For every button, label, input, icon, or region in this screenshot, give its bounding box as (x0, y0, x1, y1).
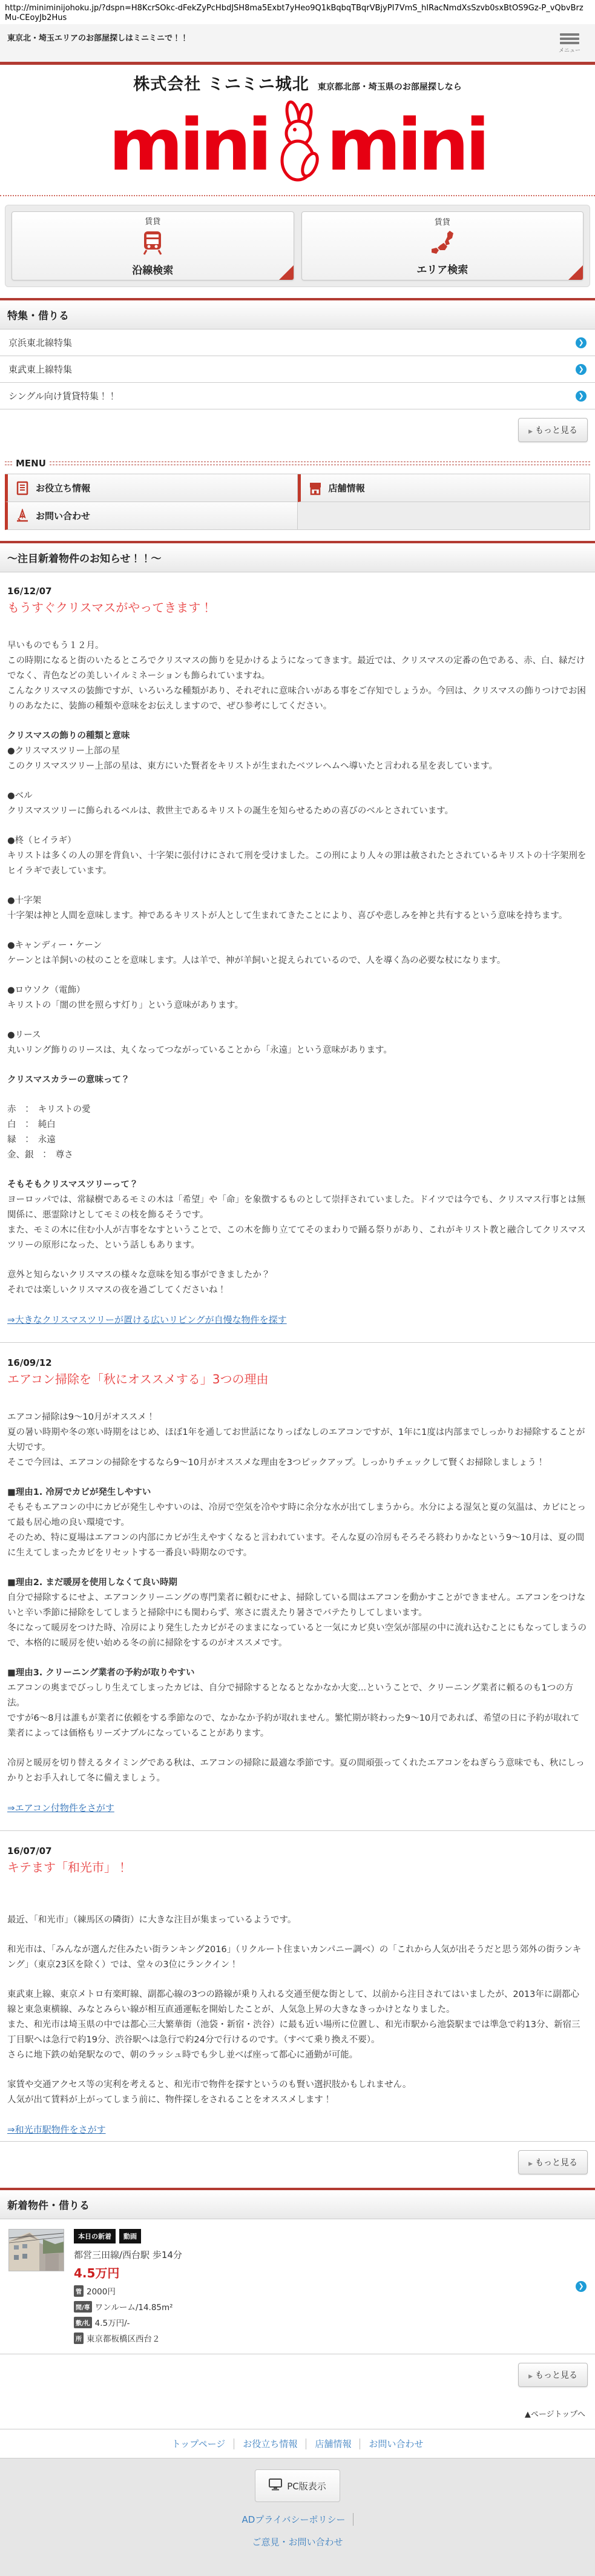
feature-label: 京浜東北線特集 (8, 337, 73, 348)
notice-post (7, 1846, 588, 2137)
feedback-contact-link[interactable]: ご意見・お問い合わせ (252, 2537, 343, 2548)
post-paragraph: 緑 ： 永遠 (7, 1135, 56, 1145)
privacy-policy-link[interactable]: ADプライバシーポリシー (242, 2513, 353, 2526)
monitor-icon (269, 2478, 282, 2493)
post-paragraph: そのため、特に夏場はエアコンの内部にカビが生えやすくなると言われています。そんな夏の冷房もそろそろ終わりかなという9～10月は、夏の間に生えてしまったカビをリセットする一番良い時期なのです。 (7, 1533, 585, 1558)
features-section-title: 特集・借りる (0, 300, 595, 329)
post-subheading: ■理由3. クリーニング業者の予約が取りやすい (7, 1668, 195, 1678)
post-paragraph: さらに地下鉄の始発駅なので、朝のラッシュ時でも少し並べば座って都心に通勤が可能。 (7, 2050, 358, 2060)
detail-label-badge: 間/専 (74, 2301, 92, 2313)
feature-list-item[interactable] (0, 383, 595, 409)
detail-value: 4.5万円/- (94, 2319, 130, 2328)
rabbit-mascot-icon (270, 98, 326, 191)
menu-item-label: お問い合わせ (36, 511, 91, 521)
company-tagline: 東京都北部・埼玉県のお部屋探しなら (317, 82, 462, 92)
post-paragraph: 家賃や交通アクセス等の実利を考えると、和光市で物件を探すというのも賢い選択肢かもしれません。 (7, 2080, 412, 2090)
post-subheading: ■理由2. まだ暖房を使用しなくて良い時期 (7, 1578, 177, 1588)
post-paragraph: 冬になって暖房をつけた時、冷房により発生したカビがそのままになっていると一気にカビ臭い空気が部屋の中に流れ込むことにもなってしまうので、本格的に暖房を使い始める冬の前に掃除をするのがオススメです。 (7, 1623, 587, 1648)
menu-section-title: MENU (16, 458, 46, 469)
post-paragraph: ●ロウソク（電飾） (7, 985, 85, 995)
listings-list (0, 2219, 595, 2354)
company-name: 株式会社 ミニミニ城北 (133, 75, 309, 94)
post-paragraph: 東武東上線、東京メトロ有楽町線、副都心線の3つの路線が乗り入れる交通至便な街として、以前から注目されてはいましたが、2013年に副都心線と東急東横線、みなとみらい線が相互直通運転を開始したことが、人気急上昇の大きなきっかけとなりました。 (7, 1990, 579, 2015)
post-search-link[interactable]: ⇒エアコン付物件をさがす (7, 1803, 114, 1813)
post-paragraph: また、和光市は埼玉県の中では都心三大繁華街（池袋・新宿・渋谷）に最も近い場所に位置し、和光市駅から池袋駅までは準急で約13分、新宿三丁目駅へは急行で約19分、渋谷駅へは急行で約24分で行けるのです。（すべて乗り換え不要）。 (7, 2020, 580, 2045)
feature-list-item[interactable] (0, 356, 595, 383)
menu-grid (5, 474, 590, 530)
post-paragraph: クリスマスツリーに飾られるベルは、救世主であるキリストの誕生を知らせるための喜びのベルとされています。 (7, 806, 454, 816)
shop-icon (308, 481, 323, 495)
feature-list-item[interactable] (0, 329, 595, 356)
menu-item-shop[interactable] (298, 474, 591, 502)
more-arrow-icon: ▶ (528, 2374, 533, 2380)
post-paragraph: 十字架は神と人間を意味します。神であるキリストが人として生まれてきたことにより、喜びや悲しみを神と共有するという意味を持ちます。 (7, 911, 568, 921)
post-subheading: クリスマスカラーの意味って？ (7, 1075, 130, 1085)
post-spacer (7, 1163, 588, 1177)
features-section (0, 298, 595, 445)
notice-post (7, 1357, 588, 1816)
hamburger-icon (557, 33, 582, 44)
chevron-right-icon: ❯ (576, 364, 587, 375)
search-button-line[interactable] (12, 211, 294, 280)
listings-section-title: 新着物件・借りる (0, 2190, 595, 2219)
post-spacer (7, 1928, 588, 1942)
search-button-area[interactable] (301, 211, 584, 280)
top-bar (0, 24, 595, 62)
post-paragraph: キリストの「闇の世を照らす灯り」という意味があります。 (7, 1001, 244, 1010)
post-paragraph: そこで今回は、エアコンの掃除をするなら9～10月がオススメな理由を3つピックアップ。しっかりチェックして賢くお掃除しましょう！ (7, 1458, 545, 1468)
chevron-right-icon: ❯ (576, 337, 587, 348)
features-list (0, 329, 595, 409)
detail-label-badge: 所 (74, 2333, 84, 2344)
search-button-group (5, 205, 590, 287)
chevron-right-icon: ❯ (576, 2281, 587, 2292)
post-spacer (7, 1471, 588, 1485)
post-paragraph: ●クリスマスツリー上部の星 (7, 746, 120, 756)
menu-dash-left (5, 462, 12, 465)
post-title: エアコン掃除を「秋にオススメする」3つの理由 (7, 1372, 269, 1386)
menu-button-label: メニュー (558, 48, 580, 54)
post-paragraph: それでは楽しいクリスマスの夜を過ごしてくださいね！ (7, 1285, 226, 1295)
detail-value: 東京都板橋区西台２ (87, 2334, 160, 2344)
post-spacer (7, 1741, 588, 1756)
browser-print-url: http://miniminijohoku.jp/?dspn=H8KcrSOkc-dFekZyPcHbdJSH8ma5Exbt7yHeo9Q1kBqbqTBqrVBjyPI7VmS_hIRacNmdXsSzvb0sxBtOS9Gz-P_vQbvBrzMu-CEoyJb2Hus (5, 4, 583, 22)
menu-empty-cell (298, 502, 591, 530)
post-paragraph: 自分で掃除するにせよ、エアコンクリーニングの専門業者に頼むにせよ、掃除している間はエアコンを動かすことができません。エアコンをつけないと辛い季節に掃除をしてしまうと掃除中にも関わらず、寒さに震えたり暑さでバテたりしてしまいます。 (7, 1593, 586, 1618)
post-paragraph: そもそもエアコンの中にカビが発生しやすいのは、冷房で空気を冷やす時に余分な水が出てしまうから。水分による湿気と夏の気温は、カビにとって最も居心地の良い環境です。 (7, 1503, 586, 1528)
post-spacer (7, 1058, 588, 1073)
post-paragraph: エアコン掃除は9～10月がオススメ！ (7, 1412, 156, 1422)
menu-item-label: 店舗情報 (328, 483, 365, 494)
notice-post (7, 586, 588, 1328)
post-spacer (7, 924, 588, 938)
post-search-link[interactable]: ⇒大きなクリスマスツリーが置ける広いリビングが自慢な物件を探す (7, 1314, 287, 1325)
post-paragraph: エアコンの奥までびっしり生えてしまったカビは、自分で掃除するとなるとなかなか大変...ということで、クリーニング業者に頼るのも1つの方法。 (7, 1683, 574, 1708)
back-to-top-link[interactable]: ▲ページトップへ (524, 2410, 585, 2419)
post-spacer (7, 1973, 588, 1987)
post-paragraph: ●十字架 (7, 896, 42, 906)
post-spacer (7, 1298, 588, 1313)
japan-map-icon (429, 231, 456, 257)
listing-photo (8, 2229, 64, 2271)
chintai-badge: 賃貸 (434, 218, 450, 227)
footer-nav-link[interactable]: お問い合わせ (369, 2439, 424, 2449)
post-paragraph: このクリスマスツリー上部の星は、東方にいた賢者をキリストが生まれたベツレヘムへ導いたと言われる星を表しています。 (7, 761, 498, 771)
post-spacer (7, 1561, 588, 1575)
detail-label-badge: 管 (74, 2285, 84, 2297)
features-more-button[interactable]: ▶ もっと見る (518, 418, 588, 442)
chevron-right-icon: ❯ (576, 391, 587, 402)
more-arrow-icon: ▶ (528, 429, 533, 435)
more-arrow-icon: ▶ (528, 2161, 533, 2167)
post-spacer (7, 2108, 588, 2122)
contact-icon (15, 509, 30, 523)
logo-word-left: mini (108, 103, 269, 187)
post-paragraph: こんなクリスマスの装飾ですが、いろいろな種類があり、それぞれに意味合いがある事をご存知でしょうか。今回は、クリスマスの飾りつけでお困りのあなたに、装飾の種類や意味をお伝えしますので、ぜひ参考にしてください。 (7, 686, 586, 711)
menu-section (5, 458, 590, 530)
detail-value: ワンルーム/14.85m² (94, 2303, 173, 2313)
footer-nav (0, 2429, 595, 2458)
detail-value: 2000円 (87, 2287, 116, 2297)
post-spacer (7, 1786, 588, 1801)
menu-item-label: お役立ち情報 (36, 483, 91, 494)
chintai-badge: 賃貸 (145, 217, 161, 227)
post-paragraph: ケーンとは羊飼いの杖のことを意味します。人は羊で、神が羊飼いと捉えられているので、人を導く為の必要な杖になります。 (7, 956, 506, 965)
post-paragraph: この時期になると街のいたるところでクリスマスの飾りを見かけるようになってきます。最近では、クリスマスの定番の色である、赤、白、緑だけでなく、青色などの美しいイルミネーションも飾られていますね。 (7, 656, 585, 681)
listing-detail-row (74, 2300, 587, 2313)
listing-station: 都営三田線/西台駅 歩14分 (74, 2250, 182, 2260)
train-icon (140, 230, 165, 258)
post-title: キテます「和光市」！ (7, 1860, 128, 1875)
post-paragraph: 金、銀 ： 尊さ (7, 1150, 73, 1160)
post-date: 16/09/12 (7, 1357, 52, 1368)
site-catchphrase: 東京北・埼玉エリアのお部屋探しはミニミニで！！ (7, 34, 189, 43)
listing-price: 4.5万円 (74, 2266, 120, 2280)
listing-badge: 動画 (119, 2229, 141, 2243)
notice-section (0, 541, 595, 2177)
feature-label: シングル向け賃貸特集！！ (8, 391, 117, 402)
post-paragraph: キリストは多くの人の罪を背負い、十字架に張付けにされて刑を受けました。この刑により人々の罪は赦されたとされているキリストの十字架刑をヒイラギで表しています。 (7, 851, 587, 876)
detail-label-badge: 敷/礼 (74, 2317, 92, 2328)
footer-nav-link[interactable]: お役立ち情報 (234, 2439, 306, 2449)
post-spacer (7, 1253, 588, 1268)
post-spacer (7, 714, 588, 729)
corner-triangle-icon (279, 265, 294, 280)
post-spacer (7, 774, 588, 789)
post-paragraph: 意外と知らないクリスマスの様々な意味を知る事ができましたか？ (7, 1270, 271, 1280)
post-spacer (7, 879, 588, 893)
post-paragraph: ヨーロッパでは、常緑樹であるモミの木は「希望」や「命」を象徴するものとして崇拝されていました。ドイツでは今でも、クリスマス行事とは無関係に、悪霊除けとしてモミの枝を飾るそうです。 (7, 1195, 586, 1220)
post-subheading: そもそもクリスマスツリーって？ (7, 1180, 139, 1190)
post-spacer (7, 1898, 588, 1913)
post-paragraph: 和光市は、「みんなが選んだ住みたい街ランキング2016」（リクルート住まいカンパニー調べ）の「これから人気が出そうだと思う郊外の街ランキング」（東京23区を除く）では、堂々の3位にランクイン！ (7, 1945, 582, 1970)
post-spacer (7, 2063, 588, 2078)
logo-word-right: mini (326, 103, 487, 187)
post-paragraph: ですが6～8月は誰もが業者に依頼をする季節なので、なかなか予約が取れません。繁忙期が終わった9～10月であれば、希望の日に予約が取れて業者によっては価格もリーズナブルになっていることがあります。 (7, 1713, 580, 1738)
post-spacer (7, 1088, 588, 1102)
footer (0, 2458, 595, 2576)
post-paragraph: ●ベル (7, 791, 33, 801)
post-paragraph: 早いものでもう１２月。 (7, 641, 104, 651)
post-paragraph: 夏の暑い時期や冬の寒い時期をはじめ、ほぼ1年を通してお世話になりっぱなしのエアコンですが、1年に1度は内部までしっかりお掃除することが大切です。 (7, 1428, 585, 1452)
post-paragraph: 赤 ： キリストの愛 (7, 1105, 91, 1114)
post-paragraph: また、モミの木に住む小人が吉事をなすということで、この木を飾り立ててそのまわりで踊る祭りがあり、これがキリスト教と融合してクリスマスツリーの原形になった、という話しもあります。 (7, 1225, 586, 1250)
post-paragraph: ●リース (7, 1030, 41, 1040)
header-logo-block (0, 62, 595, 196)
post-title: もうすぐクリスマスがやってきます！ (7, 600, 213, 615)
post-spacer (7, 1651, 588, 1666)
menu-item-contact[interactable] (5, 502, 298, 530)
corner-triangle-icon (568, 265, 583, 280)
post-paragraph: 最近、「和光市」（練馬区の隣街）に大きな注目が集まっているようです。 (7, 1915, 297, 1925)
listing-badge: 本日の新着 (74, 2229, 116, 2243)
menu-button[interactable] (557, 31, 582, 54)
post-divider (0, 1342, 595, 1343)
menu-item-document[interactable] (5, 474, 298, 502)
notice-posts (0, 572, 595, 2141)
post-paragraph: 冷房と暖房を切り替えるタイミングである秋は、エアコンの掃除に最適な季節です。夏の間頑張ってくれたエアコンをねぎらう意味でも、秋にしっかりとお手入れして冬に備えましょう。 (7, 1758, 585, 1783)
post-spacer (7, 1013, 588, 1028)
post-divider (0, 1830, 595, 1831)
search-button-label: エリア検索 (416, 264, 468, 276)
post-paragraph: 白 ： 純白 (7, 1120, 56, 1130)
listing-detail-row (74, 2285, 587, 2297)
listing-detail-row (74, 2316, 587, 2328)
feature-label: 東武東上線特集 (8, 364, 73, 375)
post-date: 16/07/07 (7, 1846, 52, 1856)
listing-row[interactable] (0, 2219, 595, 2354)
search-button-label: 沿線検索 (132, 265, 174, 277)
post-subheading: クリスマスの飾りの種類と意味 (7, 731, 130, 741)
menu-dash-right (50, 462, 590, 465)
post-search-link[interactable]: ⇒和光市駅物件をさがす (7, 2124, 106, 2135)
post-paragraph: 丸いリング飾りのリースは、丸くなってつながっていることから「永遠」という意味があります。 (7, 1045, 392, 1055)
pc-version-button[interactable]: PC版表示 (255, 2469, 340, 2502)
document-icon (15, 481, 30, 495)
listings-section (0, 2188, 595, 2389)
post-paragraph: ●キャンディー・ケーン (7, 941, 102, 950)
listing-detail-row (74, 2332, 587, 2344)
post-spacer (7, 968, 588, 983)
notice-section-title: ～注目新着物件のお知らせ！！～ (0, 543, 595, 572)
post-spacer (7, 819, 588, 833)
post-paragraph: ●柊（ヒイラギ） (7, 836, 76, 846)
minimini-logo[interactable] (0, 98, 595, 191)
post-subheading: ■理由1. 冷房でカビが発生しやすい (7, 1488, 151, 1497)
listings-more-button[interactable]: ▶ もっと見る (518, 2363, 588, 2387)
post-date: 16/12/07 (7, 586, 52, 597)
post-paragraph: 人気が出て賃料が上がってしまう前に、物件探しをされることをオススメします！ (7, 2095, 332, 2105)
notice-more-button[interactable]: ▶ もっと見る (518, 2150, 588, 2174)
footer-nav-link[interactable]: トップページ (163, 2439, 235, 2449)
footer-nav-link[interactable]: 店舗情報 (306, 2439, 360, 2449)
